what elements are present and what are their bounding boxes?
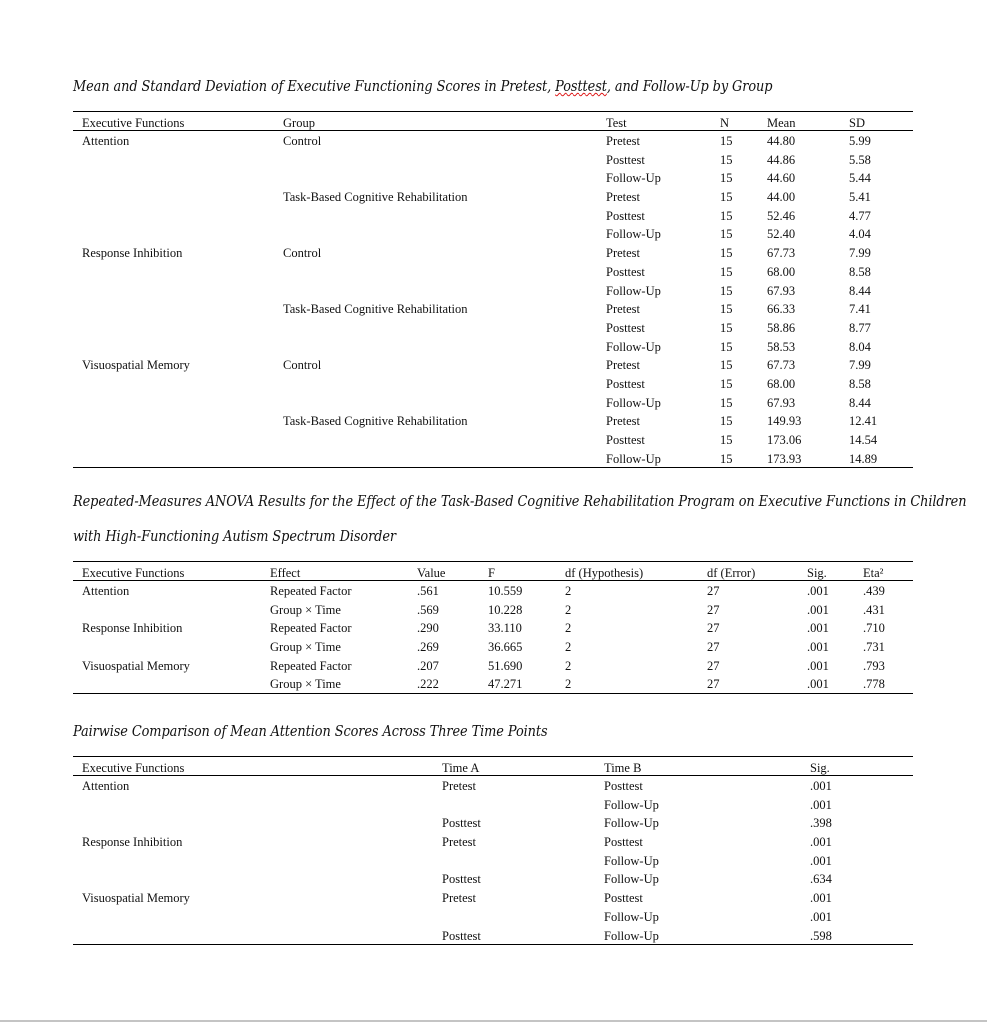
table-cell: 15 <box>720 152 733 167</box>
table-cell: Group × Time <box>270 640 341 655</box>
table-row <box>73 869 913 888</box>
table-cell: 14.54 <box>849 433 878 447</box>
table-row <box>73 243 913 262</box>
caption-text: , and Follow-Up by Group <box>606 77 773 95</box>
table-cell: 149.93 <box>767 414 802 429</box>
table-cell: Posttest <box>604 891 643 906</box>
table-cell: 10.559 <box>488 584 523 598</box>
table-cell: 15 <box>720 395 733 410</box>
table-cell: .001 <box>810 779 832 793</box>
table-row <box>73 393 913 412</box>
column-header: Sig. <box>810 761 830 775</box>
table-cell: 15 <box>720 208 733 223</box>
table-cell: 15 <box>720 376 733 391</box>
table-row <box>73 674 913 693</box>
table-cell: Follow-Up <box>604 853 659 868</box>
table-cell: Posttest <box>442 928 481 943</box>
table-row <box>73 926 913 945</box>
column-header: Time B <box>604 761 642 775</box>
table-cell: .439 <box>863 584 885 598</box>
table-cell: 15 <box>720 414 733 429</box>
table-cell: Posttest <box>606 320 645 335</box>
table-cell: 2 <box>565 584 572 598</box>
table-cell: Posttest <box>606 264 645 279</box>
table-cell: 44.00 <box>767 190 796 205</box>
table3-caption: Pairwise Comparison of Mean Attention Scores Across Three Time Points <box>73 722 548 740</box>
table-row <box>73 281 913 300</box>
table-cell: Pretest <box>606 190 641 205</box>
table-cell: 8.58 <box>849 264 871 279</box>
column-header: Executive Functions <box>82 116 185 130</box>
table-cell: .222 <box>417 677 439 692</box>
table-cell: Response Inhibition <box>82 835 183 850</box>
table-row <box>73 355 913 374</box>
column-header: Time A <box>442 761 480 775</box>
table-cell: 52.40 <box>767 227 796 242</box>
column-header: Executive Functions <box>82 761 185 775</box>
table-row <box>73 832 913 851</box>
table-cell: 173.93 <box>767 451 802 466</box>
table-cell: 5.58 <box>849 152 871 167</box>
table-cell: 15 <box>720 358 733 373</box>
table-cell: Posttest <box>606 152 645 167</box>
table-cell: 173.06 <box>767 433 802 447</box>
table-cell: .001 <box>810 891 832 906</box>
table-cell: 8.44 <box>849 283 871 298</box>
table-cell: 15 <box>720 302 733 317</box>
table-cell: .001 <box>810 797 832 812</box>
table-row <box>73 374 913 393</box>
table-cell: .001 <box>807 658 829 673</box>
table-cell: Follow-Up <box>606 171 661 186</box>
table-cell: Visuospatial Memory <box>82 891 190 906</box>
table-cell: Follow-Up <box>604 928 659 943</box>
table-row <box>73 318 913 337</box>
table-cell: 33.110 <box>488 621 522 636</box>
table-row <box>73 262 913 281</box>
column-header: Sig. <box>807 566 827 580</box>
table-cell: 8.04 <box>849 339 871 354</box>
table-cell: Repeated Factor <box>270 658 352 673</box>
table-cell: 15 <box>720 246 733 261</box>
table-cell: 14.89 <box>849 451 878 466</box>
column-header: df (Error) <box>707 566 756 580</box>
column-header: F <box>488 566 495 580</box>
table-cell: 67.73 <box>767 358 796 373</box>
table-cell: .001 <box>810 853 832 868</box>
table-cell: .001 <box>807 677 829 692</box>
table-row <box>73 656 913 675</box>
table-cell: Attention <box>82 584 130 598</box>
table-row <box>73 795 913 814</box>
table-cell: 8.77 <box>849 320 871 335</box>
table-cell: .001 <box>807 621 829 636</box>
table-cell: 15 <box>720 320 733 335</box>
table-cell: Pretest <box>606 246 641 261</box>
anova-table <box>73 561 913 694</box>
table-cell: Posttest <box>604 835 643 850</box>
table-cell: Control <box>283 358 322 373</box>
table-cell: Follow-Up <box>606 451 661 466</box>
table-cell: 66.33 <box>767 302 796 317</box>
table-cell: 5.44 <box>849 171 871 186</box>
table-row <box>73 150 913 169</box>
table-cell: 15 <box>720 451 733 466</box>
table-cell: 44.86 <box>767 152 796 167</box>
table-cell: Control <box>283 134 322 148</box>
table-cell: Pretest <box>606 358 641 373</box>
table-row <box>73 131 913 150</box>
table-cell: 47.271 <box>488 677 523 692</box>
table-cell: Task-Based Cognitive Rehabilitation <box>283 414 468 429</box>
spellcheck-flagged-word[interactable]: Posttest <box>555 77 607 95</box>
table-cell: 2 <box>565 658 572 673</box>
table-row <box>73 851 913 870</box>
table-cell: 8.58 <box>849 376 871 391</box>
table-cell: .561 <box>417 584 439 598</box>
table-cell: Pretest <box>606 302 641 317</box>
table-cell: 15 <box>720 339 733 354</box>
table-cell: Pretest <box>442 779 477 793</box>
table-cell: Response Inhibition <box>82 621 183 636</box>
table-cell: 67.73 <box>767 246 796 261</box>
table-cell: 2 <box>565 602 572 617</box>
table-cell: Task-Based Cognitive Rehabilitation <box>283 190 468 205</box>
table-cell: 52.46 <box>767 208 796 223</box>
table-cell: 15 <box>720 134 733 148</box>
table-cell: 44.60 <box>767 171 796 186</box>
table-cell: Pretest <box>442 891 477 906</box>
table-cell: Follow-Up <box>604 816 659 831</box>
table-row <box>73 299 913 318</box>
table-cell: 15 <box>720 190 733 205</box>
table-row <box>73 206 913 225</box>
table-cell: Attention <box>82 134 130 148</box>
table-row <box>73 776 913 795</box>
table-cell: 7.99 <box>849 246 871 261</box>
table-cell: .001 <box>807 602 829 617</box>
table-cell: Pretest <box>606 414 641 429</box>
table-header-row <box>73 757 913 776</box>
table-cell: Pretest <box>442 835 477 850</box>
table1-caption <box>73 77 772 95</box>
table-cell: 15 <box>720 171 733 186</box>
table-row <box>73 224 913 243</box>
column-header: Mean <box>767 116 796 130</box>
table-cell: 58.53 <box>767 339 796 354</box>
table-cell: 7.41 <box>849 302 871 317</box>
table-cell: Task-Based Cognitive Rehabilitation <box>283 302 468 317</box>
table-row <box>73 430 913 449</box>
table-cell: .778 <box>863 677 885 692</box>
table-cell: 2 <box>565 677 572 692</box>
table-cell: 44.80 <box>767 134 796 148</box>
column-header: Effect <box>270 566 301 580</box>
pairwise-comparison-table <box>73 756 913 945</box>
table-cell: .001 <box>810 909 832 924</box>
table-header-row <box>73 562 913 581</box>
table-cell: 8.44 <box>849 395 871 410</box>
table-row <box>73 449 913 468</box>
descriptive-stats-table <box>73 111 913 468</box>
table-row <box>73 637 913 656</box>
table-cell: Visuospatial Memory <box>82 658 190 673</box>
table-cell: 2 <box>565 640 572 655</box>
column-header: Eta² <box>863 566 884 580</box>
table-cell: 15 <box>720 264 733 279</box>
caption-text: Mean and Standard Deviation of Executive Functioning Scores in Pretest, <box>73 77 556 95</box>
table-cell: Follow-Up <box>606 395 661 410</box>
table-row <box>73 168 913 187</box>
table-cell: 4.77 <box>849 208 871 223</box>
table-row <box>73 411 913 430</box>
table-cell: .598 <box>810 928 832 943</box>
table-cell: Control <box>283 246 322 261</box>
table2-caption-line1: Repeated-Measures ANOVA Results for the Effect of the Task-Based Cognitive Rehabilitation Program on Executive Functions in Children <box>73 492 967 510</box>
table-cell: 27 <box>707 621 720 636</box>
table-cell: Follow-Up <box>604 909 659 924</box>
table-cell: Response Inhibition <box>82 246 183 261</box>
table-cell: Repeated Factor <box>270 584 352 598</box>
table-cell: .290 <box>417 621 439 636</box>
table-cell: .710 <box>863 621 885 636</box>
column-header: Test <box>606 116 627 130</box>
table-cell: 27 <box>707 584 720 598</box>
table-cell: 15 <box>720 227 733 242</box>
table-row <box>73 618 913 637</box>
table-cell: 27 <box>707 658 720 673</box>
table-cell: Attention <box>82 779 130 793</box>
table-cell: 12.41 <box>849 414 878 429</box>
column-header: df (Hypothesis) <box>565 566 644 580</box>
table-row <box>73 337 913 356</box>
table-cell: Follow-Up <box>606 227 661 242</box>
table-cell: Repeated Factor <box>270 621 352 636</box>
table-cell: Posttest <box>606 208 645 223</box>
table-cell: 4.04 <box>849 227 871 242</box>
table-cell: 67.93 <box>767 395 796 410</box>
table-cell: .001 <box>807 584 829 598</box>
column-header: Executive Functions <box>82 566 185 580</box>
table-row <box>73 187 913 206</box>
table-cell: Visuospatial Memory <box>82 358 190 373</box>
column-header: N <box>720 116 730 130</box>
table-cell: 67.93 <box>767 283 796 298</box>
table-cell: 15 <box>720 283 733 298</box>
table-cell: Posttest <box>442 816 481 831</box>
table-row <box>73 581 913 600</box>
table-cell: 58.86 <box>767 320 796 335</box>
table-cell: 27 <box>707 602 720 617</box>
table-cell: 27 <box>707 640 720 655</box>
table-cell: .569 <box>417 602 439 617</box>
table-cell: 7.99 <box>849 358 871 373</box>
table-cell: 51.690 <box>488 658 523 673</box>
table-cell: Posttest <box>442 872 481 887</box>
column-header: SD <box>849 116 865 130</box>
table-cell: .634 <box>810 872 832 887</box>
table-cell: .001 <box>807 640 829 655</box>
table-cell: .431 <box>863 602 885 617</box>
table-cell: 68.00 <box>767 264 796 279</box>
table-cell: .398 <box>810 816 832 831</box>
table-cell: 5.99 <box>849 134 871 148</box>
table-cell: 36.665 <box>488 640 523 655</box>
table-cell: .207 <box>417 658 439 673</box>
table-cell: Group × Time <box>270 677 341 692</box>
table-row <box>73 813 913 832</box>
table-cell: 27 <box>707 677 720 692</box>
table-row <box>73 888 913 907</box>
table-cell: 15 <box>720 433 733 447</box>
table-cell: .001 <box>810 835 832 850</box>
table-cell: Follow-Up <box>606 339 661 354</box>
table-cell: Follow-Up <box>604 872 659 887</box>
table-row <box>73 907 913 926</box>
table-cell: .731 <box>863 640 885 655</box>
table-cell: 68.00 <box>767 376 796 391</box>
table2-caption-line2: with High-Functioning Autism Spectrum Disorder <box>73 527 396 545</box>
table-row <box>73 600 913 619</box>
table-cell: 5.41 <box>849 190 871 205</box>
table-cell: Follow-Up <box>606 283 661 298</box>
table-cell: Posttest <box>606 376 645 391</box>
table-cell: Group × Time <box>270 602 341 617</box>
table-cell: Pretest <box>606 134 641 148</box>
table-cell: Follow-Up <box>604 797 659 812</box>
table-cell: Posttest <box>606 433 645 447</box>
table-cell: 2 <box>565 621 572 636</box>
table-header-row <box>73 112 913 131</box>
table-cell: Posttest <box>604 779 643 793</box>
column-header: Group <box>283 116 315 130</box>
table-cell: 10.228 <box>488 602 523 617</box>
column-header: Value <box>417 566 446 580</box>
table-cell: .793 <box>863 658 885 673</box>
table-cell: .269 <box>417 640 439 655</box>
